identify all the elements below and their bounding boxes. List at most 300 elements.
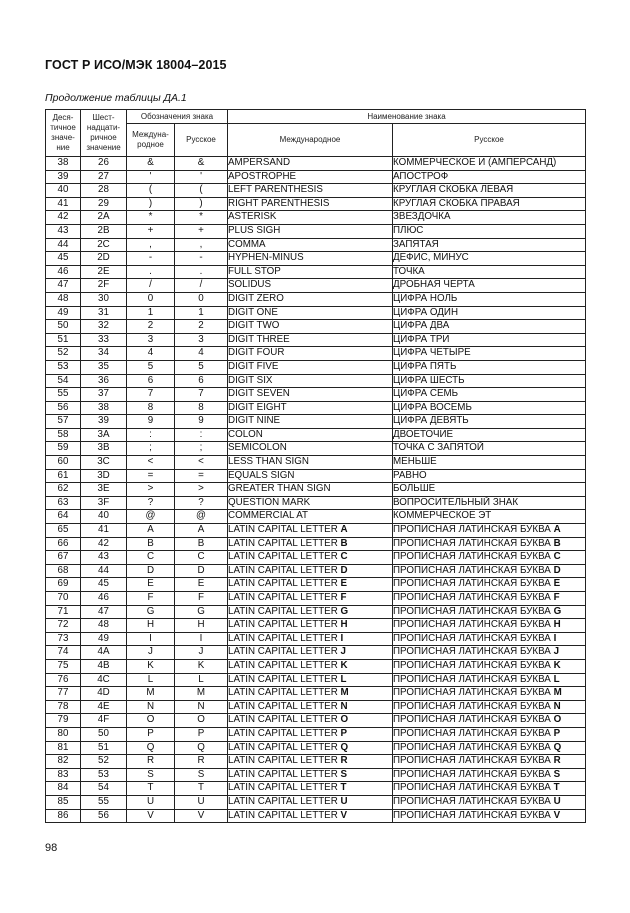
cell-name-intl: DIGIT THREE [228,333,393,347]
character-table [45,109,586,823]
cell-hex: 37 [81,388,127,402]
cell-name-ru: ТОЧКА С ЗАПЯТОЙ [393,442,586,456]
cell-symbol-intl: 8 [127,401,175,415]
cell-symbol-intl: R [127,755,175,769]
cell-hex: 42 [81,537,127,551]
cell-symbol-ru: V [175,809,228,823]
cell-hex: 3F [81,496,127,510]
table-row [46,795,586,809]
cell-name-intl: LATIN CAPITAL LETTER J [228,646,393,660]
cell-symbol-ru: / [175,279,228,293]
table-row [46,632,586,646]
cell-name-ru: ПРОПИСНАЯ ЛАТИНСКАЯ БУКВА C [393,551,586,565]
cell-decimal: 79 [46,714,81,728]
cell-name-intl: LATIN CAPITAL LETTER N [228,700,393,714]
cell-symbol-intl: J [127,646,175,660]
bold-letter: G [553,605,562,617]
cell-hex: 4B [81,659,127,673]
table-row [46,646,586,660]
cell-symbol-intl: : [127,428,175,442]
cell-name-ru: ПРОПИСНАЯ ЛАТИНСКАЯ БУКВА F [393,592,586,606]
cell-decimal: 46 [46,265,81,279]
cell-name-intl: EQUALS SIGN [228,469,393,483]
cell-symbol-ru: B [175,537,228,551]
cell-hex: 2E [81,265,127,279]
cell-name-ru: ЦИФРА ОДИН [393,306,586,320]
cell-name-intl: LATIN CAPITAL LETTER Q [228,741,393,755]
cell-name-ru: КРУГЛАЯ СКОБКА ЛЕВАЯ [393,184,586,198]
cell-symbol-intl: 9 [127,415,175,429]
cell-symbol-intl: G [127,605,175,619]
page-number: 98 [45,842,58,854]
table-row [46,659,586,673]
bold-letter: Q [340,741,349,753]
cell-symbol-intl: 6 [127,374,175,388]
cell-symbol-ru: S [175,768,228,782]
cell-name-intl: LATIN CAPITAL LETTER G [228,605,393,619]
table-row [46,496,586,510]
cell-hex: 52 [81,755,127,769]
bold-letter: B [340,537,348,549]
cell-symbol-ru: = [175,469,228,483]
bold-letter: K [553,659,561,671]
cell-hex: 35 [81,360,127,374]
cell-name-ru: ЦИФРА СЕМЬ [393,388,586,402]
cell-hex: 44 [81,564,127,578]
bold-letter: P [340,727,348,739]
cell-hex: 32 [81,320,127,334]
table-row [46,306,586,320]
cell-hex: 30 [81,292,127,306]
cell-hex: 39 [81,415,127,429]
table-row [46,809,586,823]
bold-letter: R [553,755,561,767]
cell-name-intl: ASTERISK [228,211,393,225]
cell-name-intl: LATIN CAPITAL LETTER K [228,659,393,673]
cell-name-intl: LATIN CAPITAL LETTER E [228,578,393,592]
cell-symbol-ru: U [175,795,228,809]
cell-decimal: 40 [46,184,81,198]
cell-name-intl: LATIN CAPITAL LETTER B [228,537,393,551]
cell-name-ru: ЦИФРА ЧЕТЫРЕ [393,347,586,361]
cell-name-intl: FULL STOP [228,265,393,279]
cell-symbol-ru: 8 [175,401,228,415]
cell-decimal: 50 [46,320,81,334]
table-row [46,578,586,592]
bold-letter: N [553,700,561,712]
table-row [46,388,586,402]
cell-name-ru: ЦИФРА ДВА [393,320,586,334]
cell-name-ru: ЗАПЯТАЯ [393,238,586,252]
cell-symbol-intl: + [127,224,175,238]
cell-name-ru: ПРОПИСНАЯ ЛАТИНСКАЯ БУКВА T [393,782,586,796]
bold-letter: P [553,727,561,739]
cell-symbol-intl: ? [127,496,175,510]
document-header: ГОСТ Р ИСО/МЭК 18004–2015 [45,58,227,72]
cell-hex: 2A [81,211,127,225]
cell-decimal: 77 [46,687,81,701]
cell-name-intl: LESS THAN SIGN [228,456,393,470]
cell-symbol-intl: E [127,578,175,592]
cell-symbol-intl: 0 [127,292,175,306]
cell-symbol-intl: T [127,782,175,796]
cell-name-intl: LATIN CAPITAL LETTER P [228,727,393,741]
cell-name-ru: ПРОПИСНАЯ ЛАТИНСКАЯ БУКВА G [393,605,586,619]
cell-symbol-ru: - [175,252,228,266]
table-caption: Продолжение таблицы ДА.1 [45,92,187,104]
table-row [46,292,586,306]
cell-symbol-intl: K [127,659,175,673]
cell-name-intl: COMMERCIAL AT [228,510,393,524]
cell-name-ru: ПРОПИСНАЯ ЛАТИНСКАЯ БУКВА M [393,687,586,701]
cell-symbol-ru: M [175,687,228,701]
table-row [46,238,586,252]
cell-symbol-ru: I [175,632,228,646]
cell-hex: 28 [81,184,127,198]
table-row [46,279,586,293]
cell-symbol-intl: > [127,483,175,497]
cell-symbol-ru: : [175,428,228,442]
cell-symbol-intl: 5 [127,360,175,374]
cell-name-ru: БОЛЬШЕ [393,483,586,497]
cell-hex: 56 [81,809,127,823]
cell-decimal: 68 [46,564,81,578]
bold-letter: D [553,564,561,576]
table-row [46,524,586,538]
table-row [46,592,586,606]
cell-decimal: 54 [46,374,81,388]
table-row [46,510,586,524]
cell-symbol-intl: S [127,768,175,782]
cell-name-intl: COMMA [228,238,393,252]
cell-name-ru: ПРОПИСНАЯ ЛАТИНСКАЯ БУКВА O [393,714,586,728]
cell-name-ru: АПОСТРОФ [393,170,586,184]
cell-hex: 2D [81,252,127,266]
cell-name-intl: LATIN CAPITAL LETTER R [228,755,393,769]
cell-hex: 31 [81,306,127,320]
cell-hex: 4A [81,646,127,660]
table-row [46,564,586,578]
cell-symbol-ru: . [175,265,228,279]
cell-symbol-intl: B [127,537,175,551]
cell-name-ru: ЗВЕЗДОЧКА [393,211,586,225]
cell-name-ru: ДВОЕТОЧИЕ [393,428,586,442]
table-row [46,157,586,171]
cell-name-intl: DIGIT EIGHT [228,401,393,415]
cell-symbol-ru: T [175,782,228,796]
cell-hex: 3D [81,469,127,483]
cell-symbol-intl: 3 [127,333,175,347]
cell-name-ru: ЦИФРА ВОСЕМЬ [393,401,586,415]
cell-symbol-ru: G [175,605,228,619]
cell-symbol-ru: ( [175,184,228,198]
cell-symbol-intl: L [127,673,175,687]
cell-symbol-ru: Q [175,741,228,755]
cell-hex: 38 [81,401,127,415]
cell-symbol-intl: D [127,564,175,578]
table-row [46,442,586,456]
cell-name-ru: ПРОПИСНАЯ ЛАТИНСКАЯ БУКВА U [393,795,586,809]
bold-letter: I [553,632,557,644]
table-row [46,673,586,687]
bold-letter: A [340,524,348,536]
cell-name-intl: DIGIT ONE [228,306,393,320]
cell-hex: 2F [81,279,127,293]
cell-symbol-ru: * [175,211,228,225]
table-row [46,727,586,741]
cell-name-intl: DIGIT NINE [228,415,393,429]
cell-decimal: 74 [46,646,81,660]
cell-name-ru: ПРОПИСНАЯ ЛАТИНСКАЯ БУКВА P [393,727,586,741]
cell-decimal: 75 [46,659,81,673]
cell-symbol-ru: C [175,551,228,565]
cell-decimal: 39 [46,170,81,184]
cell-name-intl: QUESTION MARK [228,496,393,510]
cell-name-ru: ПРОПИСНАЯ ЛАТИНСКАЯ БУКВА E [393,578,586,592]
cell-name-intl: DIGIT FOUR [228,347,393,361]
table-row [46,415,586,429]
cell-name-ru: ПРОПИСНАЯ ЛАТИНСКАЯ БУКВА R [393,755,586,769]
cell-name-ru: ТОЧКА [393,265,586,279]
cell-hex: 3E [81,483,127,497]
table-row [46,700,586,714]
table-row [46,605,586,619]
cell-symbol-intl: A [127,524,175,538]
bold-letter: V [553,809,561,821]
bold-letter: G [340,605,349,617]
cell-name-ru: ПРОПИСНАЯ ЛАТИНСКАЯ БУКВА H [393,619,586,633]
cell-decimal: 45 [46,252,81,266]
cell-name-ru: КОММЕРЧЕСКОЕ ЭТ [393,510,586,524]
cell-symbol-ru: N [175,700,228,714]
cell-symbol-ru: ) [175,197,228,211]
cell-decimal: 41 [46,197,81,211]
bold-letter: K [340,659,348,671]
cell-hex: 50 [81,727,127,741]
table-row [46,401,586,415]
table-row [46,347,586,361]
cell-decimal: 84 [46,782,81,796]
cell-name-intl: DIGIT SIX [228,374,393,388]
cell-name-intl: AMPERSAND [228,157,393,171]
cell-name-ru: РАВНО [393,469,586,483]
bold-letter: O [553,714,562,726]
cell-symbol-ru: > [175,483,228,497]
cell-symbol-ru: R [175,755,228,769]
cell-hex: 55 [81,795,127,809]
cell-symbol-ru: + [175,224,228,238]
cell-decimal: 61 [46,469,81,483]
bold-letter: H [553,619,561,631]
cell-hex: 4E [81,700,127,714]
cell-decimal: 82 [46,755,81,769]
bold-letter: F [340,592,347,603]
cell-symbol-intl: ) [127,197,175,211]
cell-name-intl: LATIN CAPITAL LETTER T [228,782,393,796]
table-row [46,537,586,551]
cell-name-intl: LATIN CAPITAL LETTER O [228,714,393,728]
cell-hex: 2C [81,238,127,252]
cell-name-intl: HYPHEN-MINUS [228,252,393,266]
cell-hex: 3B [81,442,127,456]
cell-name-intl: LATIN CAPITAL LETTER I [228,632,393,646]
cell-symbol-intl: * [127,211,175,225]
cell-symbol-ru: @ [175,510,228,524]
cell-symbol-intl: @ [127,510,175,524]
cell-decimal: 42 [46,211,81,225]
cell-decimal: 83 [46,768,81,782]
bold-letter: U [553,795,561,807]
cell-symbol-ru: ? [175,496,228,510]
cell-name-ru: ПРОПИСНАЯ ЛАТИНСКАЯ БУКВА I [393,632,586,646]
cell-decimal: 85 [46,795,81,809]
table-row [46,252,586,266]
cell-decimal: 57 [46,415,81,429]
cell-hex: 40 [81,510,127,524]
cell-name-intl: LATIN CAPITAL LETTER U [228,795,393,809]
cell-symbol-ru: 1 [175,306,228,320]
cell-symbol-ru: , [175,238,228,252]
cell-name-ru: МЕНЬШЕ [393,456,586,470]
cell-name-intl: LATIN CAPITAL LETTER C [228,551,393,565]
bold-letter: E [553,578,561,590]
cell-name-ru: ПРОПИСНАЯ ЛАТИНСКАЯ БУКВА N [393,700,586,714]
cell-name-ru: ПРОПИСНАЯ ЛАТИНСКАЯ БУКВА S [393,768,586,782]
table-row [46,741,586,755]
cell-hex: 49 [81,632,127,646]
cell-symbol-ru: J [175,646,228,660]
table-row [46,224,586,238]
bold-letter: L [340,673,347,685]
header-hex: Шест- надцати- ричное значение [81,110,127,157]
cell-symbol-intl: U [127,795,175,809]
cell-symbol-intl: 7 [127,388,175,402]
cell-decimal: 78 [46,700,81,714]
cell-decimal: 47 [46,279,81,293]
cell-name-intl: LATIN CAPITAL LETTER S [228,768,393,782]
cell-decimal: 48 [46,292,81,306]
bold-letter: E [340,578,348,590]
cell-name-intl: LATIN CAPITAL LETTER A [228,524,393,538]
cell-symbol-intl: Q [127,741,175,755]
header-designation-ru: Русское [175,124,228,157]
cell-name-intl: PLUS SIGH [228,224,393,238]
cell-name-ru: ДЕФИС, МИНУС [393,252,586,266]
cell-hex: 54 [81,782,127,796]
cell-symbol-ru: 9 [175,415,228,429]
table-row [46,211,586,225]
cell-name-ru: ЦИФРА ПЯТЬ [393,360,586,374]
header-name-group: Наименование знака [228,110,586,124]
table-row [46,469,586,483]
bold-letter: S [340,768,348,780]
cell-decimal: 51 [46,333,81,347]
cell-decimal: 69 [46,578,81,592]
cell-decimal: 81 [46,741,81,755]
cell-name-ru: ВОПРОСИТЕЛЬНЫЙ ЗНАК [393,496,586,510]
header-designation-intl: Междуна- родное [127,124,175,157]
cell-symbol-ru: L [175,673,228,687]
cell-hex: 51 [81,741,127,755]
cell-symbol-intl: 2 [127,320,175,334]
bold-letter: T [340,782,347,794]
cell-symbol-ru: ; [175,442,228,456]
cell-hex: 4F [81,714,127,728]
cell-decimal: 80 [46,727,81,741]
cell-symbol-ru: A [175,524,228,538]
bold-letter: A [553,524,561,536]
cell-symbol-ru: 6 [175,374,228,388]
cell-symbol-ru: 3 [175,333,228,347]
cell-name-ru: ПРОПИСНАЯ ЛАТИНСКАЯ БУКВА J [393,646,586,660]
bold-letter: J [340,646,346,658]
cell-hex: 4C [81,673,127,687]
bold-letter: O [340,714,349,726]
cell-symbol-intl: ; [127,442,175,456]
table-row [46,768,586,782]
table-row [46,170,586,184]
cell-decimal: 86 [46,809,81,823]
cell-decimal: 43 [46,224,81,238]
cell-decimal: 70 [46,592,81,606]
cell-hex: 3A [81,428,127,442]
bold-letter: R [340,755,348,767]
cell-name-intl: LEFT PARENTHESIS [228,184,393,198]
bold-letter: M [553,687,562,699]
cell-decimal: 62 [46,483,81,497]
cell-name-intl: LATIN CAPITAL LETTER H [228,619,393,633]
bold-letter: C [340,551,348,563]
table-row [46,456,586,470]
header-name-intl: Международное [228,124,393,157]
cell-symbol-intl: N [127,700,175,714]
cell-name-intl: APOSTROPHE [228,170,393,184]
cell-symbol-intl: O [127,714,175,728]
cell-name-intl: LATIN CAPITAL LETTER V [228,809,393,823]
cell-symbol-intl: C [127,551,175,565]
cell-hex: 41 [81,524,127,538]
cell-name-intl: DIGIT ZERO [228,292,393,306]
cell-name-intl: LATIN CAPITAL LETTER D [228,564,393,578]
cell-name-ru: ПРОПИСНАЯ ЛАТИНСКАЯ БУКВА Q [393,741,586,755]
cell-decimal: 49 [46,306,81,320]
cell-name-intl: DIGIT TWO [228,320,393,334]
table-row [46,619,586,633]
cell-name-intl: DIGIT SEVEN [228,388,393,402]
cell-symbol-ru: E [175,578,228,592]
cell-symbol-ru: 7 [175,388,228,402]
cell-name-intl: DIGIT FIVE [228,360,393,374]
table-row [46,333,586,347]
cell-symbol-ru: O [175,714,228,728]
cell-decimal: 55 [46,388,81,402]
bold-letter: D [340,564,348,576]
cell-decimal: 76 [46,673,81,687]
cell-name-intl: GREATER THAN SIGN [228,483,393,497]
cell-symbol-ru: K [175,659,228,673]
cell-hex: 46 [81,592,127,606]
cell-decimal: 58 [46,428,81,442]
cell-symbol-intl: ( [127,184,175,198]
cell-decimal: 60 [46,456,81,470]
cell-decimal: 71 [46,605,81,619]
cell-name-ru: ПРОПИСНАЯ ЛАТИНСКАЯ БУКВА A [393,524,586,538]
header-decimal: Деся- тичное значе- ние [46,110,81,157]
bold-letter: J [553,646,560,658]
cell-symbol-intl: P [127,727,175,741]
cell-symbol-ru: 0 [175,292,228,306]
cell-hex: 27 [81,170,127,184]
